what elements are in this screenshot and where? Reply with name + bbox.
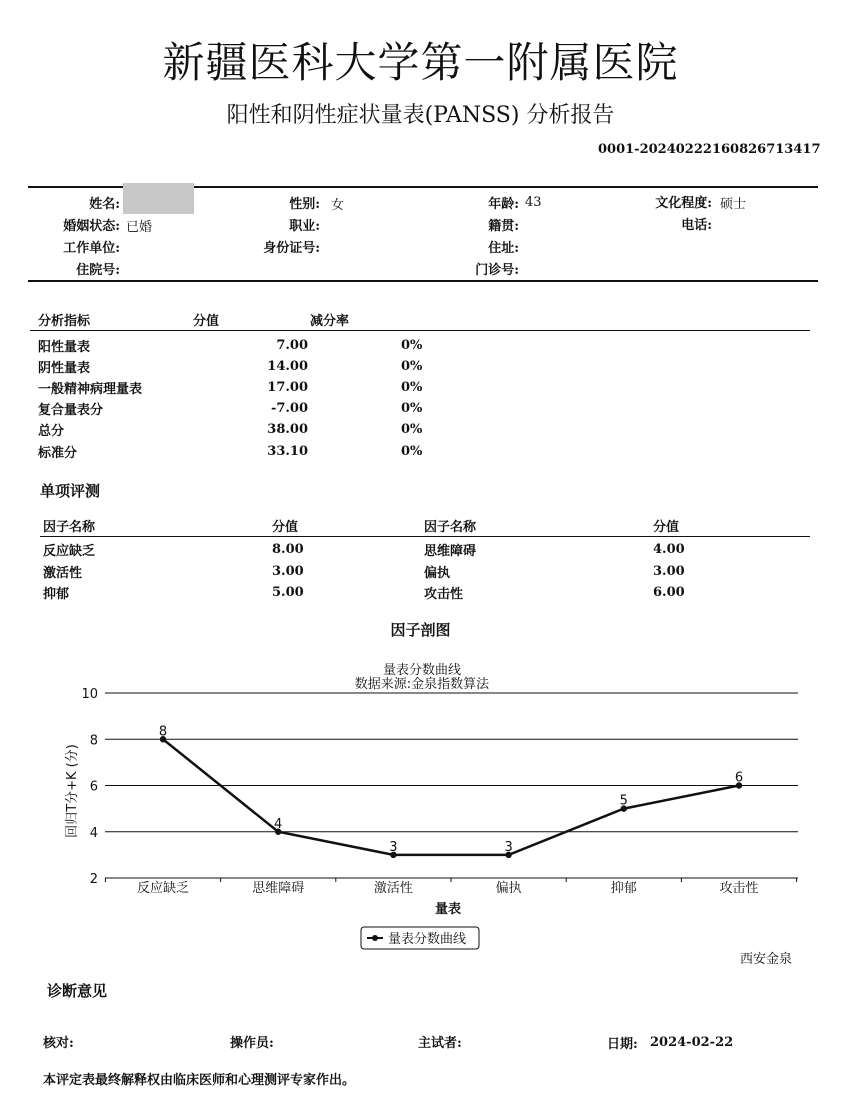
single-row-factor: 反应缺乏 <box>43 544 96 559</box>
date-value: 2024-02-22 <box>650 1035 734 1050</box>
origin-label: 籍贯: <box>488 219 519 234</box>
age-label: 年龄: <box>488 197 519 212</box>
single-header-factor-2: 因子名称 <box>424 520 477 535</box>
analysis-row-rate: 0% <box>401 422 423 437</box>
x-tick-label: 反应缺乏 <box>136 881 190 896</box>
report-title: 阳性和阴性症状量表(PANSS) 分析报告 <box>226 103 615 128</box>
analysis-row-rate: 0% <box>401 444 423 459</box>
y-tick-label: 10 <box>81 687 98 702</box>
analysis-row-name: 标准分 <box>38 446 78 461</box>
analysis-row-name: 一般精神病理量表 <box>38 382 143 397</box>
single-row-score: 5.00 <box>272 585 304 600</box>
report-id: 0001-20240222160826713417 <box>598 142 821 157</box>
single-header-factor-1: 因子名称 <box>43 520 96 535</box>
analysis-row-score: 7.00 <box>276 338 308 353</box>
diagnosis-label: 诊断意见 <box>47 982 108 1000</box>
analysis-row-score: 14.00 <box>267 359 308 374</box>
x-tick-label: 抑郁 <box>610 881 637 896</box>
analysis-row-name: 阴性量表 <box>38 361 91 376</box>
analysis-row-score: -7.00 <box>270 401 308 416</box>
gender-label: 性别: <box>289 197 320 212</box>
chart-subtitle: 数据来源:金泉指数算法 <box>354 677 490 692</box>
single-row-factor: 偏执 <box>424 566 451 581</box>
x-axis-label: 量表 <box>434 902 462 917</box>
analysis-header-rule <box>30 330 810 331</box>
y-tick-label: 2 <box>89 872 98 887</box>
inpatient-label: 住院号: <box>76 263 120 278</box>
analysis-header-rate: 减分率 <box>310 314 350 329</box>
redacted-name <box>123 183 194 214</box>
marital-label: 婚姻状态: <box>63 219 120 234</box>
series-line <box>163 739 739 855</box>
outpatient-label: 门诊号: <box>475 263 519 278</box>
y-tick-label: 8 <box>89 733 98 749</box>
job-label: 职业: <box>289 219 320 234</box>
single-row-score: 6.00 <box>653 585 685 600</box>
data-label: 3 <box>504 839 513 855</box>
analysis-row-rate: 0% <box>401 401 423 416</box>
date-label: 日期: <box>607 1037 638 1052</box>
y-tick-label: 4 <box>89 825 98 841</box>
phone-label: 电话: <box>681 218 712 233</box>
analysis-row-rate: 0% <box>401 359 423 374</box>
data-label: 6 <box>734 770 744 786</box>
single-row-score: 3.00 <box>272 564 304 579</box>
hospital-name: 新疆医科大学第一附属医院 <box>162 38 679 87</box>
single-row-score: 8.00 <box>272 542 304 557</box>
analysis-row-name: 阳性量表 <box>38 340 91 355</box>
single-row-score: 3.00 <box>653 564 685 579</box>
analysis-row-rate: 0% <box>401 380 423 395</box>
analysis-row-score: 33.10 <box>267 444 308 459</box>
x-tick-label: 攻击性 <box>719 881 759 896</box>
analysis-header-score: 分值 <box>193 314 220 329</box>
data-label: 5 <box>619 793 628 809</box>
y-tick-label: 6 <box>89 779 98 795</box>
single-row-factor: 攻击性 <box>424 587 464 602</box>
x-tick-label: 偏执 <box>495 881 522 896</box>
marital-value: 已婚 <box>126 220 153 235</box>
single-header-score-1: 分值 <box>272 520 299 535</box>
chart-title: 量表分数曲线 <box>382 663 462 678</box>
analysis-header-index: 分析指标 <box>38 314 91 329</box>
single-row-factor: 激活性 <box>43 566 83 581</box>
single-row-score: 4.00 <box>653 542 685 557</box>
disclaimer-note: 本评定表最终解释权由临床医师和心理测评专家作出。 <box>43 1073 356 1088</box>
x-tick-label: 思维障碍 <box>252 881 305 896</box>
operator-label: 操作员: <box>230 1036 274 1051</box>
y-axis-label: 回归T分+K (分) <box>65 744 80 838</box>
brand-text: 西安金泉 <box>740 952 793 967</box>
analysis-row-rate: 0% <box>401 338 423 353</box>
factor-profile-chart <box>0 650 841 960</box>
single-header-score-2: 分值 <box>653 520 680 535</box>
education-value: 硕士 <box>720 197 747 212</box>
analysis-row-name: 总分 <box>38 424 65 439</box>
x-tick-label: 激活性 <box>373 881 413 896</box>
single-header-rule <box>40 536 810 537</box>
chart-legend <box>361 927 479 949</box>
data-label: 8 <box>158 724 168 740</box>
education-label: 文化程度: <box>655 196 712 211</box>
analysis-row-name: 复合量表分 <box>38 403 104 418</box>
address-label: 住址: <box>488 241 519 256</box>
header-bottom-rule <box>28 280 818 282</box>
id-label: 身份证号: <box>263 241 320 256</box>
data-label: 3 <box>389 839 398 855</box>
checker-label: 核对: <box>43 1036 74 1051</box>
gender-value: 女 <box>331 198 345 213</box>
single-row-factor: 思维障碍 <box>424 544 477 559</box>
single-row-factor: 抑郁 <box>43 587 70 602</box>
legend-marker <box>372 935 378 941</box>
examiner-label: 主试者: <box>418 1036 462 1051</box>
profile-title: 因子剖图 <box>390 621 451 639</box>
analysis-row-score: 38.00 <box>267 422 308 437</box>
single-section-title: 单项评测 <box>40 482 101 500</box>
data-label: 4 <box>274 816 283 832</box>
analysis-row-score: 17.00 <box>267 380 308 395</box>
age-value: 43 <box>525 195 542 210</box>
work-label: 工作单位: <box>63 241 120 256</box>
name-label: 姓名: <box>89 197 120 212</box>
legend-label: 量表分数曲线 <box>388 932 467 947</box>
